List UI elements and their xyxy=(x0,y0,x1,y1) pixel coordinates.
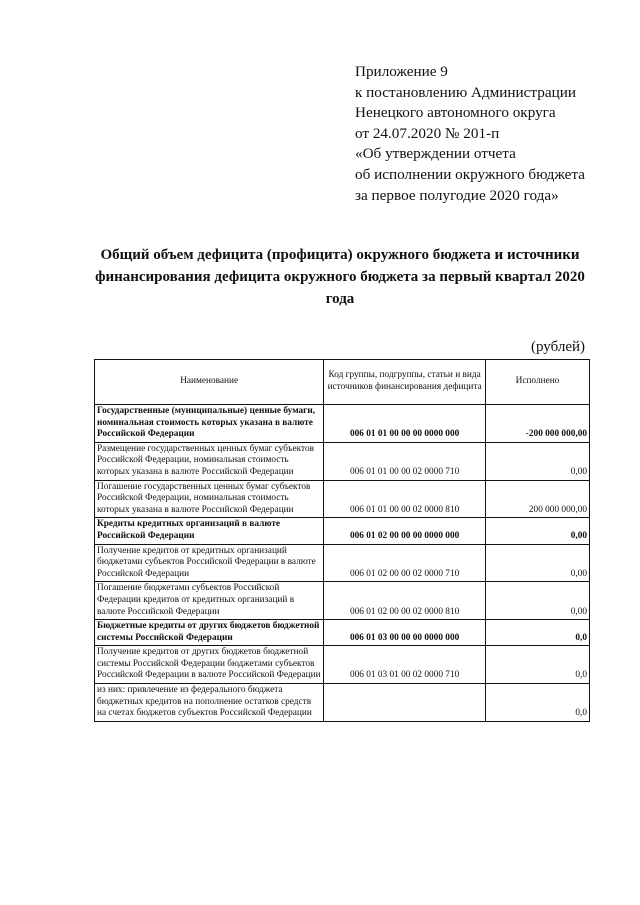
row-code: 006 01 02 00 00 02 0000 710 xyxy=(324,544,486,582)
row-value: 0,00 xyxy=(485,582,589,620)
appendix-line: Приложение 9 xyxy=(355,63,448,80)
row-code: 006 01 03 00 00 00 0000 000 xyxy=(324,620,486,646)
table-row xyxy=(95,582,590,620)
row-value: 0,0 xyxy=(485,684,589,722)
row-code: 006 01 02 00 00 02 0000 810 xyxy=(324,582,486,620)
row-name: Государственные (муниципальные) ценные бумаги, номинальная стоимость которых указана в валюте Российской Федерации xyxy=(95,405,324,443)
row-name: Получение кредитов от других бюджетов бюджетной системы Российской Федерации бюджетами субъектов Российской Федерации в валюте Российской Федерации xyxy=(95,646,324,684)
row-value: 0,00 xyxy=(485,518,589,544)
header-code: Код группы, подгруппы, статьи и вида источников финансирования дефицита xyxy=(324,360,486,405)
appendix-line: «Об утверждении отчета xyxy=(355,145,516,163)
appendix-line: Ненецкого автономного округа xyxy=(355,104,556,122)
row-value: 200 000 000,00 xyxy=(485,480,589,518)
table-row xyxy=(95,620,590,646)
table-row xyxy=(95,646,590,684)
appendix-line: к постановлению Администрации xyxy=(355,83,576,101)
row-code: 006 01 01 00 00 02 0000 710 xyxy=(324,442,486,480)
appendix-line: от 24.07.2020 № 201-п xyxy=(355,124,500,142)
document-title: Общий объем дефицита (профицита) окружного бюджета и источники финансирования дефицита окружного бюджета за первый квартал 2020 года xyxy=(95,247,585,307)
appendix-line: за первое полугодие 2020 года» xyxy=(355,186,559,204)
row-name: Погашение бюджетами субъектов Российской Федерации кредитов от кредитных организаций в валюте Российской Федерации xyxy=(95,582,324,620)
table-body xyxy=(95,405,590,722)
units-label: (рублей) xyxy=(531,339,586,355)
table-row xyxy=(95,405,590,443)
row-name: Размещение государственных ценных бумаг субъектов Российской Федерации, номинальная стоимость которых указана в валюте Российской Федерации xyxy=(95,442,324,480)
row-value: 0,0 xyxy=(485,646,589,684)
table-header-row xyxy=(95,360,590,405)
table-row xyxy=(95,544,590,582)
row-name: из них: привлечение из федерального бюджета бюджетных кредитов на пополнение остатков средств на счетах бюджетов субъектов Российской Федерации xyxy=(95,684,324,722)
row-value: -200 000 000,00 xyxy=(485,405,589,443)
row-name: Погашение государственных ценных бумаг субъектов Российской Федерации, номинальная стоимость которых указана в валюте Российской Федерации xyxy=(95,480,324,518)
header-executed: Исполнено xyxy=(485,360,589,405)
appendix-block xyxy=(355,62,625,206)
table-row xyxy=(95,480,590,518)
row-name: Бюджетные кредиты от других бюджетов бюджетной системы Российской Федерации xyxy=(95,620,324,646)
row-code: 006 01 01 00 00 00 0000 000 xyxy=(324,405,486,443)
row-code: 006 01 02 00 00 00 0000 000 xyxy=(324,518,486,544)
row-value: 0,0 xyxy=(485,620,589,646)
row-code: 006 01 01 00 00 02 0000 810 xyxy=(324,480,486,518)
row-value: 0,00 xyxy=(485,544,589,582)
header-name: Наименование xyxy=(95,360,324,405)
appendix-line: об исполнении окружного бюджета xyxy=(355,165,585,183)
row-name: Кредиты кредитных организаций в валюте Российской Федерации xyxy=(95,518,324,544)
row-name: Получение кредитов от кредитных организаций бюджетами субъектов Российской Федерации в валюте Российской Федерации xyxy=(95,544,324,582)
row-value: 0,00 xyxy=(485,442,589,480)
row-code: 006 01 03 01 00 02 0000 710 xyxy=(324,646,486,684)
budget-table xyxy=(94,359,590,722)
table-row xyxy=(95,442,590,480)
table-row xyxy=(95,518,590,544)
table-row xyxy=(95,684,590,722)
row-code xyxy=(324,684,486,722)
